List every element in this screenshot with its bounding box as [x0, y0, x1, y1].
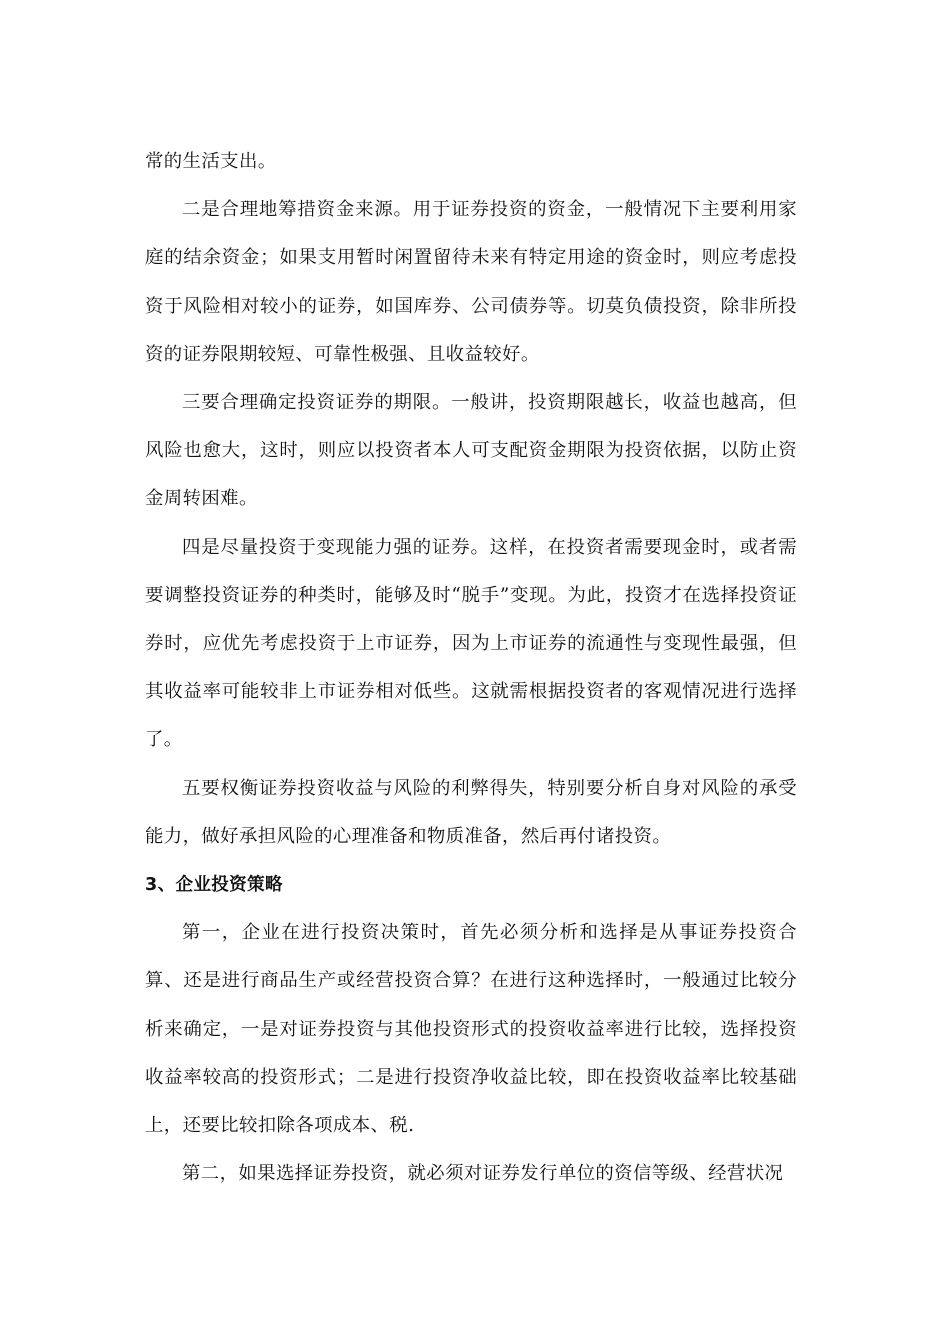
paragraph-living-expenses: 常的生活支出。 [145, 151, 277, 172]
paragraph-second-issuer: 第二，如果选择证券投资，就必须对证券发行单位的资信等级、经营状况 [182, 1163, 784, 1185]
document-page [145, 138, 797, 1198]
paragraph-fund-sources: 二是合理地筹措资金来源。用于证券投资的资金，一般情况下主要利用家庭的结余资金；如果支用暂时闲置留待未来有特定用途的资金时，则应考虑投资于风险相对较小的证券，如国库券、公司债券等。切莫负债投资，除非所投资的证券限期较短、可靠性极强、且收益较好。 [145, 199, 797, 365]
section-heading-enterprise-strategy: 3、企业投资策略 [145, 875, 283, 896]
paragraph-liquidity: 四是尽量投资于变现能力强的证券。这样，在投资者需要现金时，或者需要调整投资证券的种类时，能够及时“脱手”变现。为此，投资才在选择投资证券时，应优先考虑投资于上市证券，因为上市证券的流通性与变现性最强，但其收益率可能较非上市证券相对低些。这就需根据投资者的客观情况进行选择了。 [145, 536, 797, 751]
paragraph-investment-term: 三要合理确定投资证券的期限。一般讲，投资期限越长，收益也越高，但风险也愈大，这时，则应以投资者本人可支配资金期限为投资依据，以防止资金周转困难。 [145, 392, 797, 510]
paragraph-risk-return: 五要权衡证券投资收益与风险的利弊得失，特别要分析自身对风险的承受能力，做好承担风险的心理准备和物质准备，然后再付诸投资。 [145, 777, 797, 847]
paragraph-first-decision: 第一，企业在进行投资决策时，首先必须分析和选择是从事证券投资合算、还是进行商品生产或经营投资合算？在进行这种选择时，一般通过比较分析来确定，一是对证券投资与其他投资形式的投资收益率进行比较，选择投资收益率较高的投资形式；二是进行投资净收益比较，即在投资收益率比较基础上，还要比较扣除各项成本、税. [145, 922, 797, 1137]
